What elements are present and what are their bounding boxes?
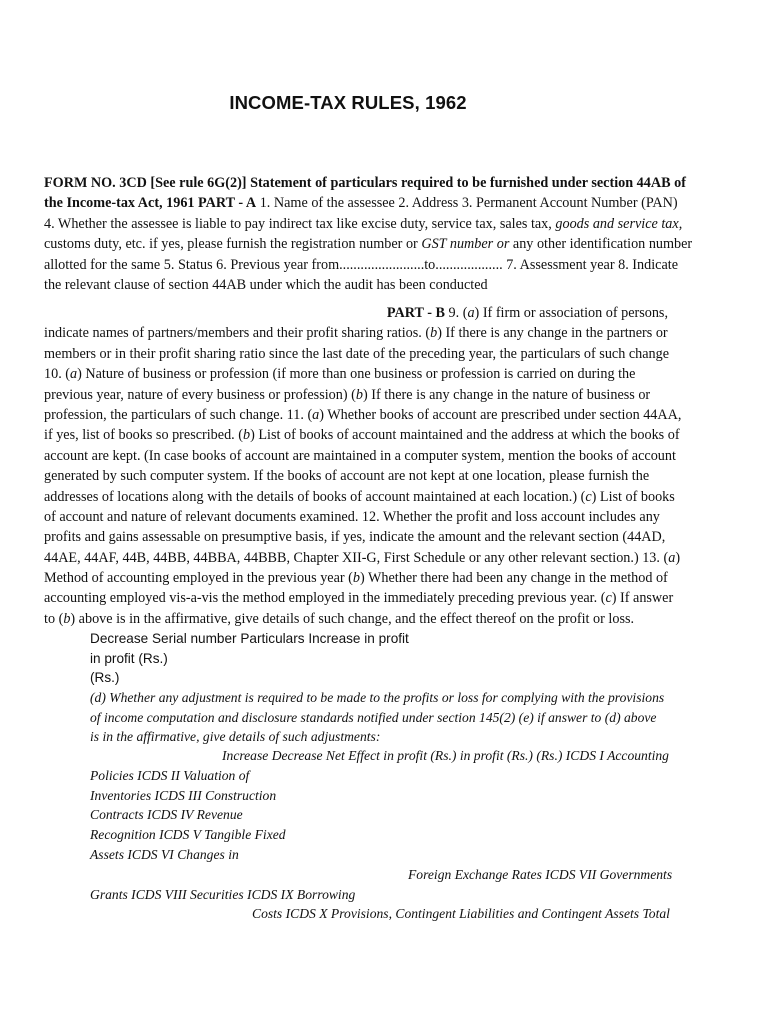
text-line: Inventories ICDS III Construction [90,787,277,803]
text-line [44,385,712,405]
italic-run: b [63,610,71,627]
text-line: generated by such computer system. If the books of account are not kept at one location, please furnish the [44,468,650,485]
text-run: indicate names of partners/members and their profit sharing ratios. ( [44,325,431,342]
text-line: is in the affirmative, give details of such adjustments: [90,729,381,744]
text-line: Costs ICDS X Provisions, Contingent Liabilities and Contingent Assets Total [252,906,670,922]
text-line [44,609,712,629]
text-run: 10. ( [44,366,71,383]
text-line [44,487,712,507]
text-line: Grants ICDS VIII Securities ICDS IX Borrowing [90,886,356,902]
text-line [44,425,712,445]
icds-block [90,746,710,924]
text-run: ) If there is any change in the nature of business or [362,386,651,403]
table-header-line: (Rs.) [90,670,120,685]
text-line [44,568,712,588]
text-run: 1. Name of the assessee 2. Address 3. Permanent Account Number (PAN) [256,195,678,212]
text-line: profits and gains assessable on presumptive basis, if yes, indicate the amount and the relevant section (44AD, [44,529,666,546]
table-header-line: Decrease Serial number Particulars Increase in profit [90,631,409,646]
italic-run: a [312,406,320,423]
text-run: ) Nature of business or profession (if more than one business or profession is carried on during the [77,366,636,383]
text-line [44,588,712,608]
text-run: ) Whether books of account are prescribed under section 44AA, [319,406,682,423]
text-run: 4. Whether the assessee is liable to pay indirect tax like excise duty, service tax, sales tax, [44,215,556,232]
text-run: Method of accounting employed in the previous year ( [44,570,353,587]
text-line [44,193,712,213]
text-line: Assets ICDS VI Changes in [90,846,239,862]
text-run: accounting employed vis-a-vis the method employed in the immediately preceding previous year. ( [44,590,606,607]
text-run: ) If there is any change in the partners or [437,325,668,342]
text-line: (d) Whether any adjustment is required to be made to the profits or loss for complying with the provisions [90,690,665,705]
text-line [44,303,668,323]
form-heading: FORM NO. 3CD [See rule 6G(2)] Statement of particulars required to be furnished under section 44AB of [44,175,686,191]
text-run: ) If firm or association of persons, [474,305,668,321]
text-line [44,214,712,234]
document-title: INCOME-TAX RULES, 1962 [229,92,467,113]
adjustment-paragraph [90,688,710,747]
text-run: profession, the particulars of such change. 11. ( [44,406,313,423]
italic-run: b [243,427,251,444]
italic-run: b [352,570,360,587]
text-line: Policies ICDS II Valuation of [90,767,250,783]
text-line: of income computation and disclosure standards notified under section 145(2) (e) if answer to (d) above [90,709,657,725]
italic-run: GST number or [421,236,510,253]
part-a-paragraph [44,173,712,295]
text-line: allotted for the same 5. Status 6. Previous year from........................to................... 7. Assessment year 8. Indicate [44,256,678,273]
text-run: to ( [44,610,64,627]
italic-run: a [467,305,475,321]
italic-run: b [355,386,363,403]
italic-run: c [585,488,592,505]
text-run: if yes, list of books so prescribed. ( [44,427,243,444]
text-run: 9. ( [444,305,468,321]
text-run: ) above is in the affirmative, give details of such change, and the effect thereof on the profit or loss. [70,610,635,627]
text-run: 44AE, 44AF, 44B, 44BB, 44BBA, 44BBB, Chapter XII-G, First Schedule or any other relevant section.) 13. ( [44,549,669,566]
italic-run: c [605,590,612,607]
text-line: of account and nature of relevant documents examined. 12. Whether the profit and loss account includes any [44,508,660,525]
text-line: Contracts ICDS IV Revenue [90,807,243,823]
text-run: ) List of books of account maintained and the address at which the books of [250,427,680,444]
form-heading-cont: the Income-tax Act, 1961 PART - A [44,195,257,212]
text-run: addresses of locations along with the details of books of account maintained at each location.) ( [44,488,586,505]
text-line [44,234,712,254]
italic-run: b [430,325,438,342]
text-line: Increase Decrease Net Effect in profit (Rs.) in profit (Rs.) (Rs.) ICDS I Accounting [222,748,669,763]
table-header-line: in profit (Rs.) [90,650,168,666]
text-run: ) Whether there had been any change in the method of [359,570,668,587]
text-run: ) [675,549,681,566]
text-run: customs duty, etc. if yes, please furnish the registration number or [44,236,422,253]
table-header-block [90,629,710,688]
part-b-paragraph [44,303,712,629]
text-run: ) List of books [591,488,675,505]
text-line: Foreign Exchange Rates ICDS VII Governments [408,866,673,882]
text-line [44,323,712,343]
text-line: Recognition ICDS V Tangible Fixed [90,827,286,843]
text-line [44,405,712,425]
text-run: previous year, nature of every business or profession) ( [44,386,356,403]
text-run: any other identification number [509,236,693,253]
text-line [44,173,712,193]
text-line [44,364,712,384]
text-line: members or in their profit sharing ratio since the last date of the preceding year, the particulars of such change [44,345,670,362]
part-b-heading: PART - B [386,305,445,321]
italic-run: a [668,549,676,566]
text-line: the relevant clause of section 44AB under which the audit has been conducted [44,276,488,293]
text-line [44,548,712,568]
italic-run: a [70,366,78,383]
text-line: account are kept. (In case books of account are maintained in a computer system, mention the books of account [44,447,676,464]
text-run: ) If answer [611,590,674,607]
italic-run: goods and service tax, [555,215,683,232]
